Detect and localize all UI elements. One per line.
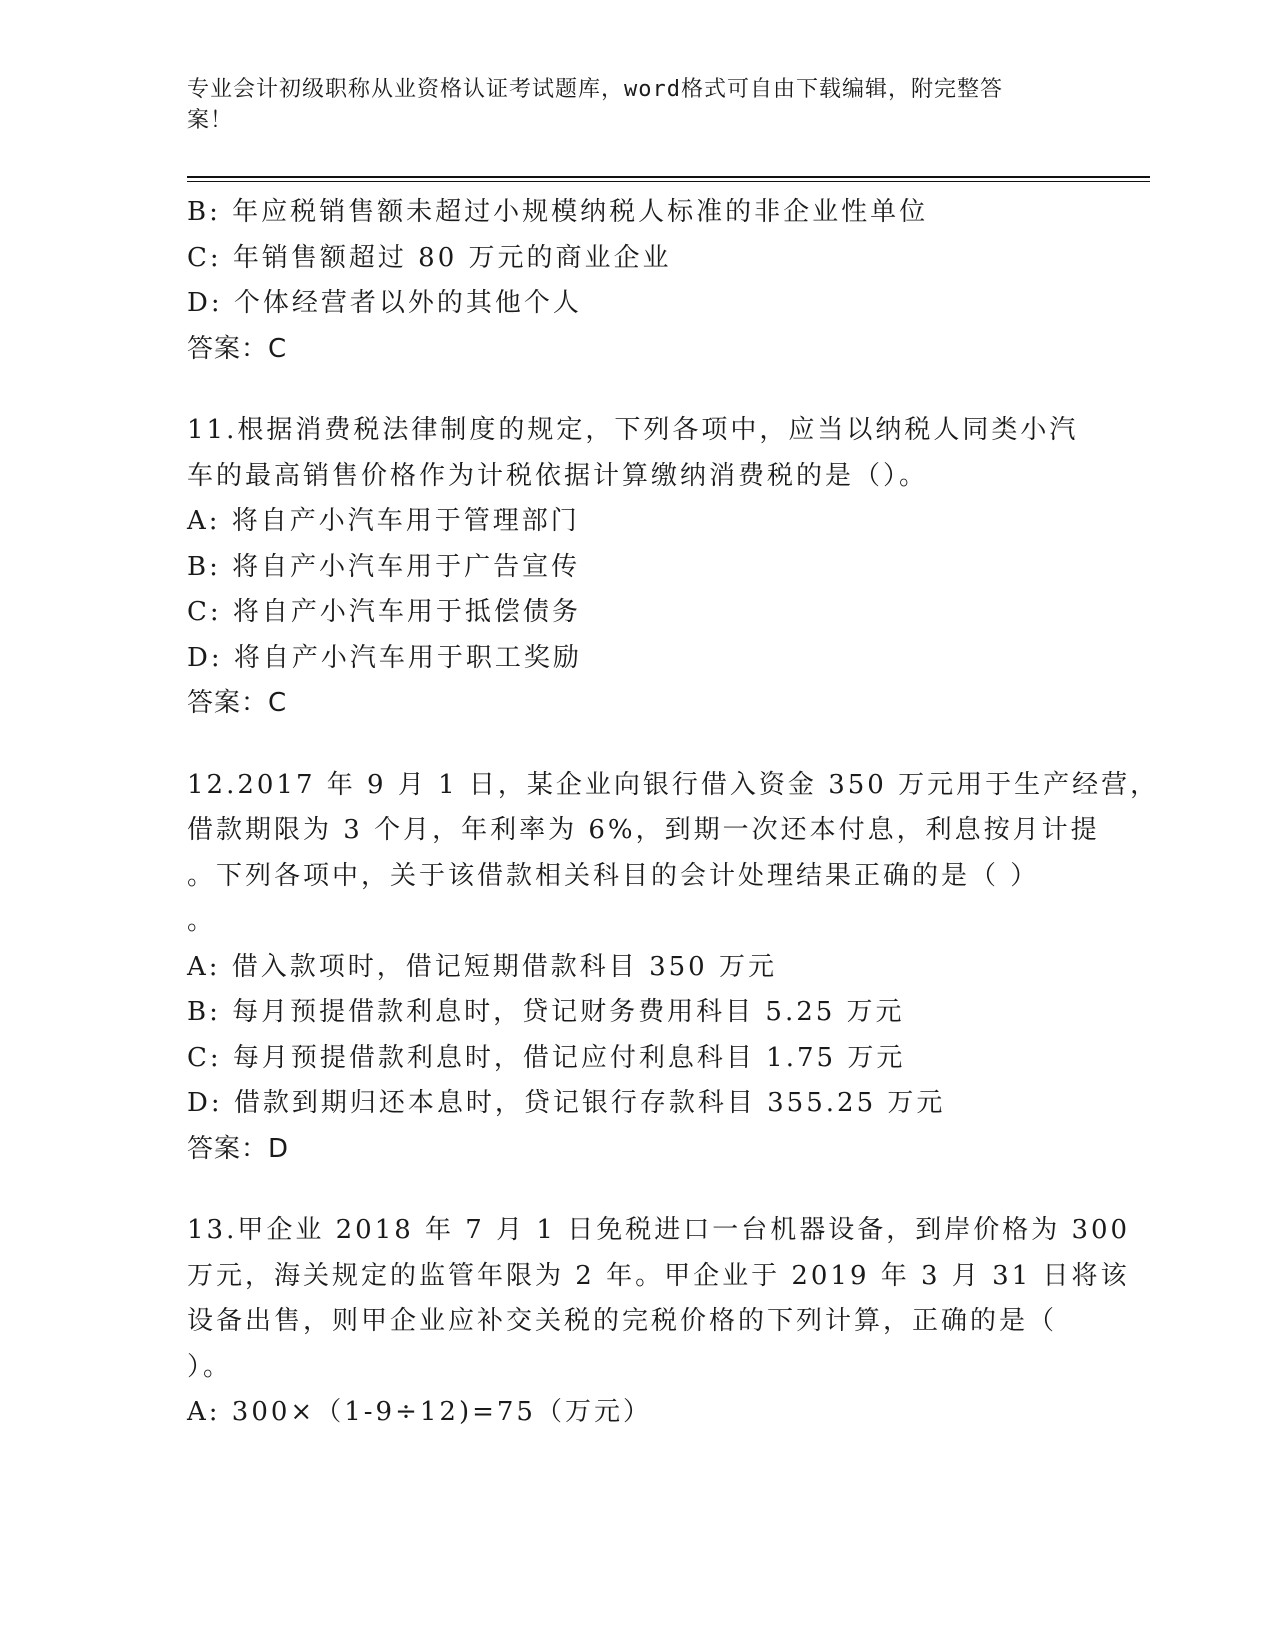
option-d: D: 个体经营者以外的其他个人 [187,288,582,318]
question-11 [187,408,1087,727]
header-text-line2: 案！ [187,108,234,133]
option-c: C: 将自产小汽车用于抵偿债务 [187,597,581,627]
option-a: A: 将自产小汽车用于管理部门 [187,506,580,536]
page-header [187,74,1067,136]
question-stem-line: 万元，海关规定的监管年限为 2 年。甲企业于 2019 年 3 月 31 日将该 [187,1260,1130,1291]
question-12 [187,763,1160,1173]
option-c: C: 年销售额超过 80 万元的商业企业 [187,242,672,273]
option-b: B: 年应税销售额未超过小规模纳税人标准的非企业性单位 [187,197,929,227]
answer-line: 答案：C [187,688,288,718]
question-stem-line: 11.根据消费税法律制度的规定，下列各项中，应当以纳税人同类小汽 [187,415,1079,445]
question-stem-line: 。 [187,906,217,936]
header-text-line1: 专业会计初级职称从业资格认证考试题库，word格式可自由下载编辑，附完整答 [187,77,1003,102]
option-d: D: 将自产小汽车用于职工奖励 [187,642,582,673]
question-stem-line: 。下列各项中，关于该借款相关科目的会计处理结果正确的是（ ） [187,860,1040,891]
question-stem-line: 设备出售，则甲企业应补交关税的完税价格的下列计算，正确的是（ [187,1306,1058,1336]
option-c: C: 每月预提借款利息时，借记应付利息科目 1.75 万元 [187,1042,906,1073]
option-a: A: 借入款项时，借记短期借款科目 350 万元 [187,951,777,982]
answer-line: 答案：C [187,333,288,364]
question-10-continued [187,190,1087,372]
question-stem-line: 12.2017 年 9 月 1 日，某企业向银行借入资金 350 万元用于生产经营， [187,769,1160,800]
question-stem-line: 车的最高销售价格作为计税依据计算缴纳消费税的是（）。 [187,460,929,491]
question-stem-line: 13.甲企业 2018 年 7 月 1 日免税进口一台机器设备，到岸价格为 300 [187,1215,1131,1245]
header-rule-thin [187,181,1150,182]
question-stem-line: 借款期限为 3 个月，年利率为 6%，到期一次还本付息，利息按月计提 [187,815,1100,845]
option-a: A: 300×（1-9÷12)=75（万元） [187,1397,652,1427]
option-b: B: 将自产小汽车用于广告宣传 [187,551,581,582]
option-d: D: 借款到期归还本息时，贷记银行存款科目 355.25 万元 [187,1088,946,1118]
header-rule-thick [187,176,1150,178]
question-13 [187,1208,1131,1436]
question-stem-line: ）。 [187,1351,233,1382]
document-body [187,190,1160,1436]
answer-line: 答案：D [187,1133,290,1164]
option-b: B: 每月预提借款利息时，贷记财务费用科目 5.25 万元 [187,997,905,1027]
